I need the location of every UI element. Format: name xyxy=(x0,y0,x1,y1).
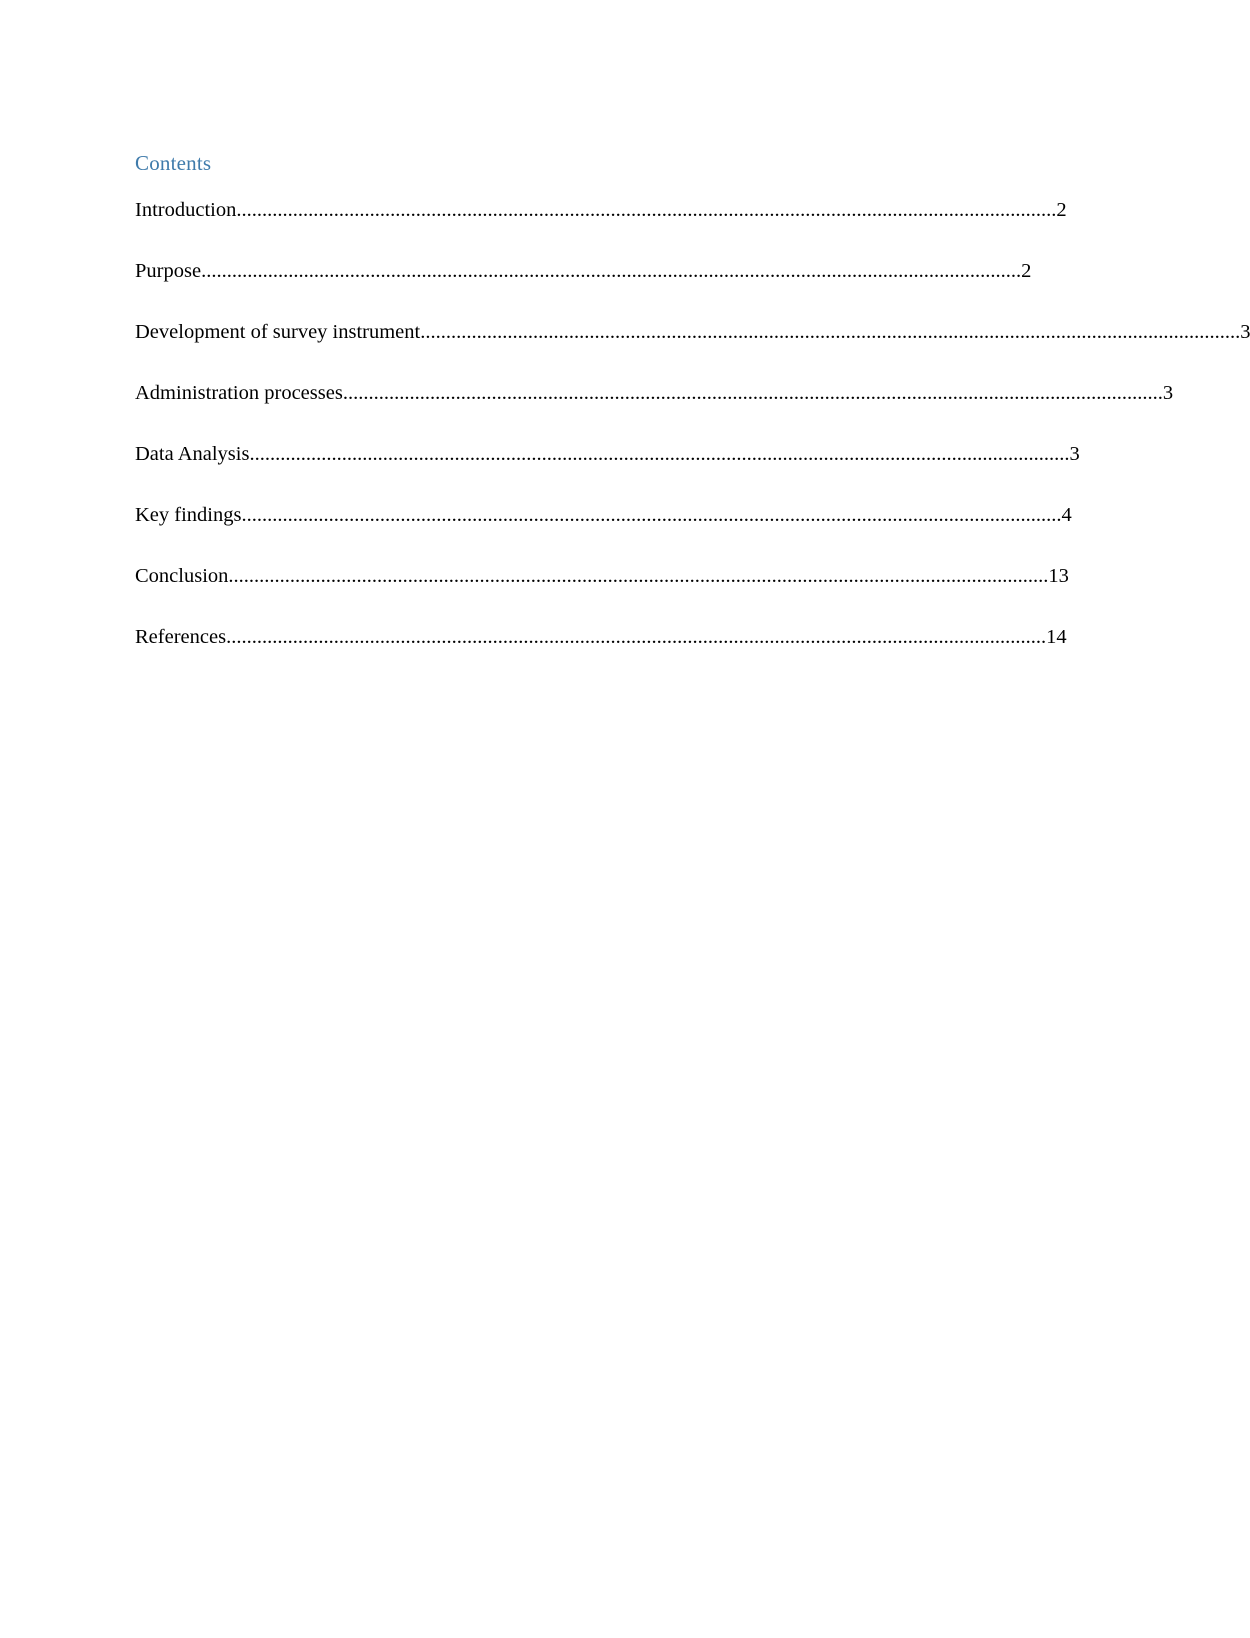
toc-leader-dots: ................................................................................................................................................................ xyxy=(249,443,1070,465)
toc-entry-development-of-survey-instrument[interactable] xyxy=(135,320,1250,344)
toc-leader-dots: ................................................................................................................................................................ xyxy=(342,382,1163,404)
toc-entry-page: 2 xyxy=(1056,199,1067,221)
toc-entry-data-analysis[interactable] xyxy=(135,442,1080,466)
toc-leader-dots: ................................................................................................................................................................ xyxy=(228,565,1049,587)
toc-leader-dots: ................................................................................................................................................................ xyxy=(241,504,1062,526)
toc-heading: Contents xyxy=(135,151,212,175)
toc-entry-administration-processes[interactable] xyxy=(135,381,1174,405)
toc-leader-dots: ................................................................................................................................................................ xyxy=(201,260,1022,282)
toc-entry-label: Data Analysis xyxy=(135,443,250,465)
toc-entry-label: Introduction xyxy=(135,199,237,221)
toc-entry-page: 14 xyxy=(1046,626,1067,648)
toc-entry-label: Development of survey instrument xyxy=(135,321,421,343)
toc-entry-page: 4 xyxy=(1061,504,1072,526)
toc-entry-introduction[interactable] xyxy=(135,198,1067,222)
toc-entry-page: 3 xyxy=(1240,321,1250,343)
toc-entry-list xyxy=(135,198,1250,649)
toc-entry-page: 13 xyxy=(1048,565,1069,587)
toc-entry-page: 2 xyxy=(1021,260,1032,282)
toc-entry-references[interactable] xyxy=(135,625,1067,649)
toc-entry-label: References xyxy=(135,626,227,648)
toc-entry-label: Conclusion xyxy=(135,565,229,587)
table-of-contents xyxy=(135,150,1250,649)
toc-entry-key-findings[interactable] xyxy=(135,503,1072,527)
toc-entry-label: Administration processes xyxy=(135,382,343,404)
toc-entry-label: Key findings xyxy=(135,504,242,526)
toc-entry-page: 3 xyxy=(1069,443,1080,465)
toc-entry-page: 3 xyxy=(1162,382,1174,404)
toc-leader-dots: ................................................................................................................................................................ xyxy=(236,199,1057,221)
toc-leader-dots: ................................................................................................................................................................ xyxy=(226,626,1047,648)
toc-leader-dots: ................................................................................................................................................................ xyxy=(420,321,1241,343)
toc-entry-conclusion[interactable] xyxy=(135,564,1069,588)
toc-entry-purpose[interactable] xyxy=(135,259,1032,283)
toc-entry-label: Purpose xyxy=(135,260,202,282)
